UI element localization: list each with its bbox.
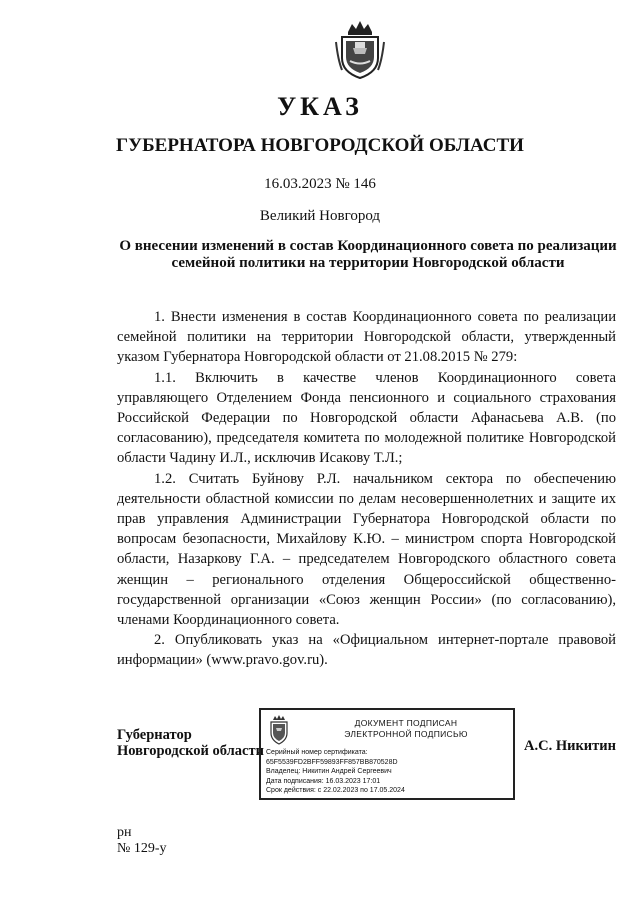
document-body [117, 307, 616, 671]
document-title: УКАЗ [277, 92, 363, 121]
certificate-validity: Срок действия: с 22.02.2023 по 17.05.2024 [266, 787, 405, 794]
signatory-name: А.С. Никитин [524, 738, 616, 754]
paragraph: 1. Внести изменения в состав Координационного совета по реализации семейной политики на территории Новгородской области, утвержденный указом Губернатора Новгородской области от 21.08.2015 № 279: [117, 309, 616, 366]
paragraph: 1.1. Включить в качестве членов Координационного совета управляющего Отделением Фонда пенсионного и социального страхования Российской Федерации по Новгородской области Афанасьева А.В. (по согласованию), председателя комитета по молодежной политике Новгородской области Чадину И.Л., исключив Исакову Т.Л.; [117, 369, 616, 467]
signing-date: Дата подписания: 16.03.2023 17:01 [266, 777, 381, 785]
stamp-heading [301, 718, 511, 740]
stamp-heading-line: ДОКУМЕНТ ПОДПИСАН [354, 718, 458, 728]
stamp-heading-line: ЭЛЕКТРОННОЙ ПОДПИСЬЮ [344, 729, 468, 739]
coat-of-arms-icon [334, 18, 386, 80]
paragraph: 2. Опубликовать указ на «Официальном интернет-портале правовой информации» (www.pravo.gov.ru). [117, 632, 616, 669]
heading-line: семейной политики на территории Новгородской области [171, 255, 565, 271]
coat-of-arms-icon [267, 715, 291, 745]
registration-footnote [117, 825, 167, 857]
position-line: Губернатор [117, 727, 192, 743]
certificate-details [266, 748, 511, 796]
certificate-owner: Владелец: Никитин Андрей Сергеевич [266, 768, 392, 775]
serial-value: 65F5539FD2BFF59893FF857BB870528D [266, 758, 398, 766]
paragraph: 1.2. Считать Буйнову Р.Л. начальником сектора по обеспечению деятельности областной комиссии по делам несовершеннолетних и защите их прав управления Администрации Губернатора Новгородской области по вопросам безопасности, Михайлову К.Ю. – министром спорта Новгородской области, Назаркову Г.А. – председателем Новгородского областного совета женщин – регионального отделения Общероссийской общественно-государственной организации «Союз женщин России» (по согласованию), членами Координационного совета. [117, 470, 616, 629]
city: Великий Новгород [259, 208, 381, 224]
signatory-position [117, 727, 264, 759]
position-line: Новгородской области [117, 743, 264, 759]
electronic-signature-stamp [259, 708, 515, 800]
date-number: 16.03.2023 № 146 [264, 176, 376, 192]
document-subtitle: ГУБЕРНАТОРА НОВГОРОДСКОЙ ОБЛАСТИ [116, 135, 524, 156]
footnote-line: рн [117, 825, 132, 840]
footnote-line: № 129-у [117, 841, 167, 856]
document-heading [118, 238, 618, 272]
serial-label: Серийный номер сертификата: [266, 749, 368, 756]
heading-line: О внесении изменений в состав Координационного совета по реализации [119, 238, 617, 254]
